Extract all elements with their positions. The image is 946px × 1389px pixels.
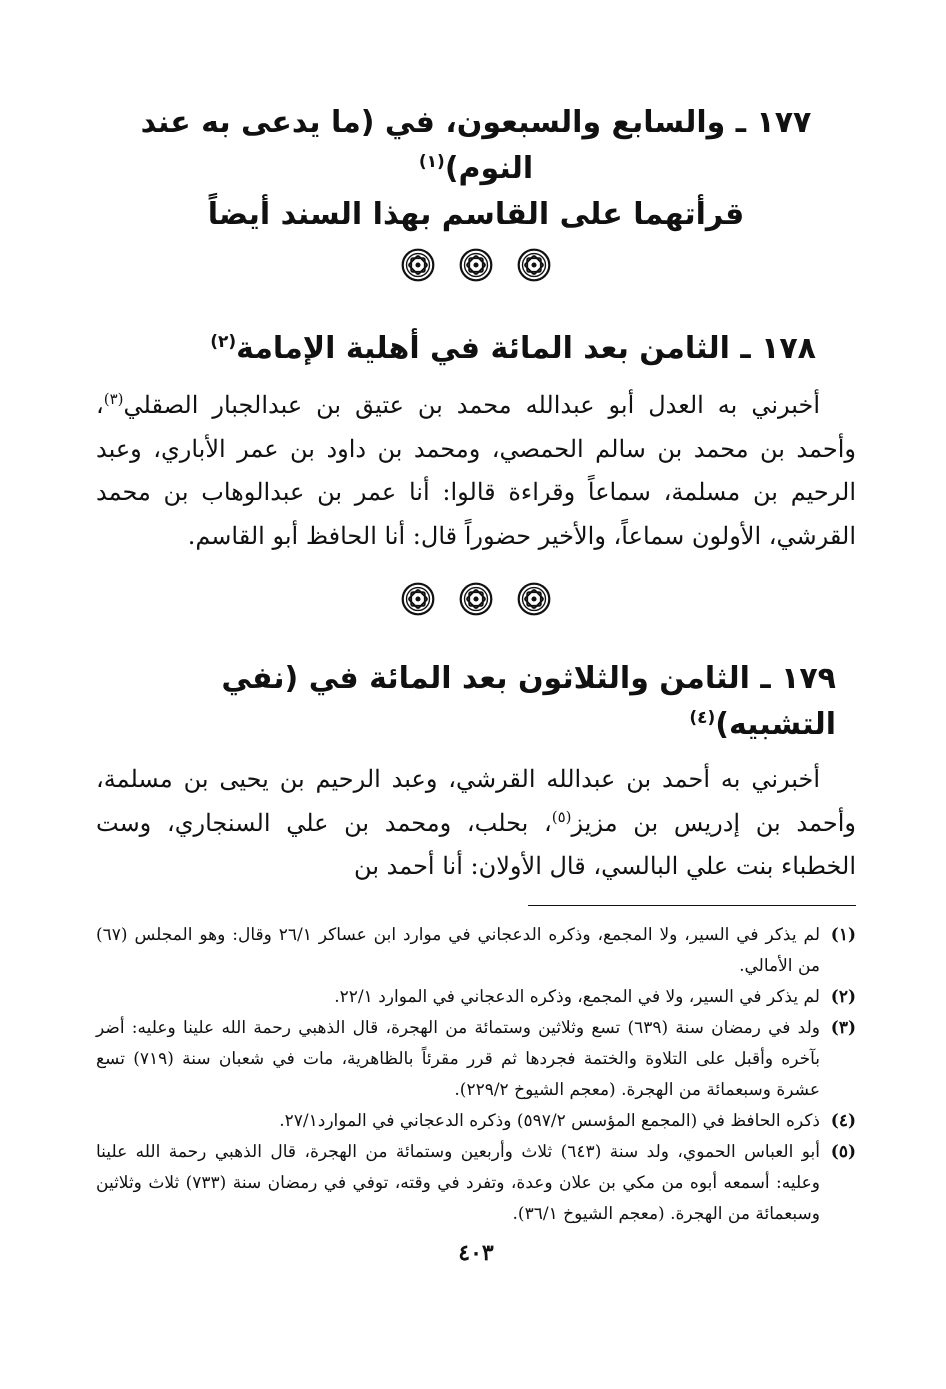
section-177-title — [96, 100, 856, 192]
footnote-number: (٣) — [830, 1017, 856, 1038]
section-177-title-text: ١٧٧ ـ والسابع والسبعون، في (ما يدعى به عند النوم) — [140, 105, 812, 186]
knot-ornament-icon — [517, 582, 551, 616]
section-178-body-rest: ، وأحمد بن محمد بن سالم الحمصي، ومحمد بن داود بن عمر الأباري، وعبد الرحيم بن مسلمة، سماعاً وقراءة قالوا: أنا عمر بن عبدالوهاب بن محمد القرشي، الأولون سماعاً، والأخير حضوراً قال: أنا الحافظ أبو القاسم. — [96, 391, 856, 550]
footnote-text: لم يذكر في السير، ولا في المجمع، وذكره الدعجاني في الموارد ٢٢/١. — [334, 986, 820, 1007]
ornament-divider-2 — [96, 582, 856, 616]
section-179-body-rest: ، بحلب، ومحمد بن علي السنجاري، وست الخطباء بنت علي البالسي، قال الأولان: أنا أحمد بن — [96, 808, 856, 880]
ornament-divider-1 — [96, 248, 856, 282]
footnote-ref-5[interactable]: (٥) — [551, 807, 572, 826]
section-178-body — [96, 384, 856, 558]
section-179-title — [96, 656, 836, 748]
footnote-1 — [96, 920, 856, 982]
footnote-4 — [96, 1106, 856, 1137]
section-179-body — [96, 758, 856, 889]
knot-ornament-icon — [459, 248, 493, 282]
footnote-2 — [96, 982, 856, 1013]
footnote-number: (٥) — [830, 1141, 856, 1162]
footnote-ref-1[interactable]: (١) — [418, 152, 445, 172]
footnote-ref-2[interactable]: (٢) — [210, 332, 237, 352]
footnote-text: ذكره الحافظ في (المجمع المؤسس ٥٩٧/٢) وذكره الدعجاني في الموارد٢٧/١. — [279, 1110, 820, 1131]
section-179-body-start: أخبرني به أحمد بن عبدالله القرشي، وعبد الرحيم بن يحيى بن مسلمة، وأحمد بن إدريس بن مزيز — [96, 765, 856, 837]
knot-ornament-icon — [401, 248, 435, 282]
page — [96, 96, 856, 1266]
footnote-5 — [96, 1137, 856, 1230]
section-178-title-text: ١٧٨ ـ الثامن بعد المائة في أهلية الإمامة — [236, 331, 816, 366]
knot-ornament-icon — [401, 582, 435, 616]
footnote-number: (٤) — [830, 1110, 856, 1131]
footnote-text: ولد في رمضان سنة (٦٣٩) تسع وثلاثين وستمائة من الهجرة، قال الذهبي رحمة الله علينا وعليه: أضر بآخره وأقبل على التلاوة والختمة فجردها ثم قرر مقرئاً بالظاهرية، مات في شعبان سنة (٧١٩) تسع عشرة وسبعمائة من الهجرة. (معجم الشيوخ ٢٢٩/٢). — [96, 1017, 821, 1100]
footnote-ref-3[interactable]: (٣) — [103, 390, 124, 408]
footnote-3 — [96, 1013, 856, 1106]
section-178-title — [96, 326, 816, 372]
knot-ornament-icon — [517, 248, 551, 282]
footnote-ref-4[interactable]: (٤) — [689, 708, 716, 728]
footnote-text: أبو العباس الحموي، ولد سنة (٦٤٣) ثلاث وأربعين وستمائة من الهجرة، قال الذهبي رحمة الله علينا وعليه: أسمعه أبوه من مكي بن علان وعدة، وتفرد في وقته، توفي في رمضان سنة (٧٣٣) ثلاث وثلاثين وسبعمائة من الهجرة. (معجم الشيوخ ٣٦/١). — [96, 1141, 820, 1224]
footnote-text: لم يذكر في السير، ولا المجمع، وذكره الدعجاني في موارد ابن عساكر ٢٦/١ وقال: وهو المجلس (٦٧) من الأمالي. — [96, 924, 820, 976]
section-178-body-start: أخبرني به العدل أبو عبدالله محمد بن عتيق بن عبدالجبار الصقلي — [123, 391, 820, 419]
page-number: ٤٠٣ — [458, 1239, 494, 1266]
section-179-title-text: ١٧٩ ـ الثامن والثلاثون بعد المائة في (نفي التشبيه) — [221, 661, 836, 742]
section-177-subtitle: قرأتهما على القاسم بهذا السند أيضاً — [207, 197, 745, 232]
footnote-number: (١) — [830, 924, 856, 945]
footnote-separator — [528, 905, 856, 906]
knot-ornament-icon — [459, 582, 493, 616]
footnote-number: (٢) — [830, 986, 856, 1007]
footnotes — [96, 920, 856, 1230]
